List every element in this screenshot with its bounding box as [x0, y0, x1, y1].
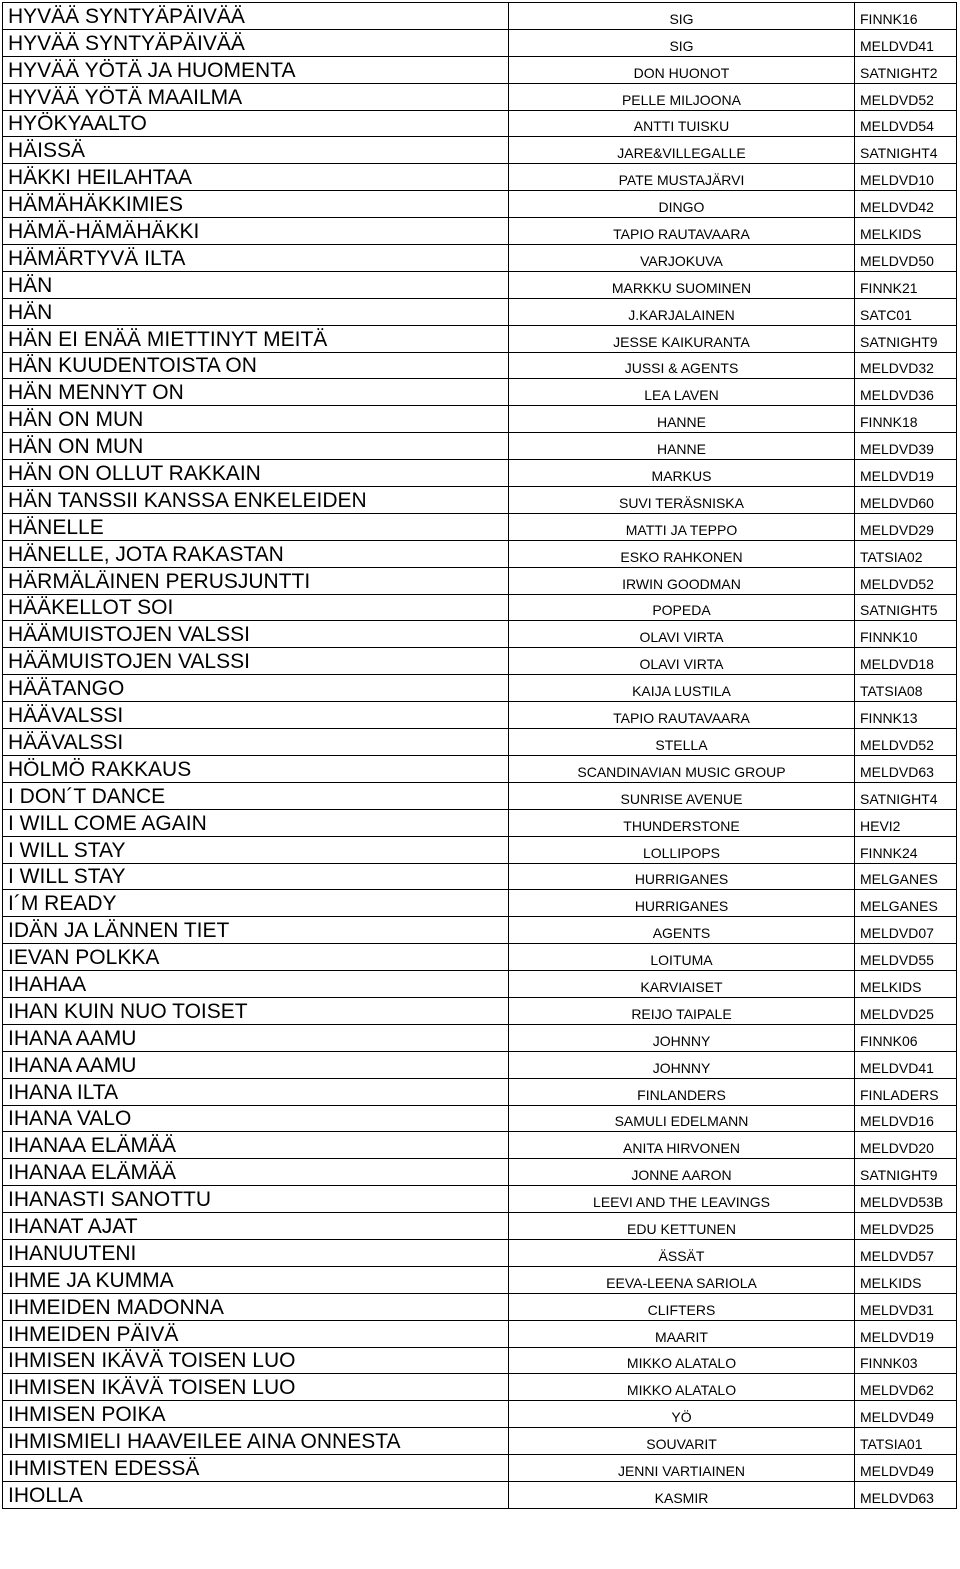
table-row — [3, 271, 957, 298]
table-row — [3, 218, 957, 245]
table-row — [3, 836, 957, 863]
song-artist: JARE&VILLEGALLE — [509, 137, 855, 164]
table-row — [3, 164, 957, 191]
song-artist: PATE MUSTAJÄRVI — [509, 164, 855, 191]
song-code: MELKIDS — [855, 218, 957, 245]
song-title: HÄNELLE — [3, 513, 509, 540]
table-row — [3, 621, 957, 648]
song-title: HÄN TANSSII KANSSA ENKELEIDEN — [3, 487, 509, 514]
song-title: IHANA AAMU — [3, 1024, 509, 1051]
song-artist: KASMIR — [509, 1481, 855, 1508]
table-row — [3, 567, 957, 594]
table-row — [3, 406, 957, 433]
table-row — [3, 1374, 957, 1401]
song-title: IHMISEN IKÄVÄ TOISEN LUO — [3, 1347, 509, 1374]
table-row — [3, 1455, 957, 1482]
song-code: SATNIGHT4 — [855, 137, 957, 164]
song-code: MELDVD50 — [855, 245, 957, 272]
song-code: MELDVD20 — [855, 1132, 957, 1159]
song-title: IHMISMIELI HAAVEILEE AINA ONNESTA — [3, 1428, 509, 1455]
song-artist: SOUVARIT — [509, 1428, 855, 1455]
table-row — [3, 487, 957, 514]
song-title: IHANASTI SANOTTU — [3, 1186, 509, 1213]
song-artist: JESSE KAIKURANTA — [509, 325, 855, 352]
song-artist: SIG — [509, 3, 855, 30]
table-row — [3, 1213, 957, 1240]
table-row — [3, 702, 957, 729]
song-title: HÄÄMUISTOJEN VALSSI — [3, 621, 509, 648]
song-artist: MIKKO ALATALO — [509, 1347, 855, 1374]
song-artist: MATTI JA TEPPO — [509, 513, 855, 540]
song-code: HEVI2 — [855, 809, 957, 836]
song-title: IHMEIDEN PÄIVÄ — [3, 1320, 509, 1347]
song-artist: YÖ — [509, 1401, 855, 1428]
song-title: HÄKKI HEILAHTAA — [3, 164, 509, 191]
song-artist: HURRIGANES — [509, 863, 855, 890]
song-artist: OLAVI VIRTA — [509, 621, 855, 648]
song-code: MELDVD63 — [855, 1481, 957, 1508]
song-code: MELDVD19 — [855, 460, 957, 487]
table-row — [3, 971, 957, 998]
song-artist: CLIFTERS — [509, 1293, 855, 1320]
song-code: FINLADERS — [855, 1078, 957, 1105]
song-artist: POPEDA — [509, 594, 855, 621]
table-row — [3, 460, 957, 487]
song-code: MELDVD32 — [855, 352, 957, 379]
song-artist: LOLLIPOPS — [509, 836, 855, 863]
song-code: MELDVD52 — [855, 729, 957, 756]
song-title: IHOLLA — [3, 1481, 509, 1508]
song-title: IHAN KUIN NUO TOISET — [3, 997, 509, 1024]
song-artist: TAPIO RAUTAVAARA — [509, 702, 855, 729]
song-code: MELDVD41 — [855, 29, 957, 56]
song-code: MELDVD39 — [855, 433, 957, 460]
song-artist: AGENTS — [509, 917, 855, 944]
song-title: IHANAT AJAT — [3, 1213, 509, 1240]
table-row — [3, 782, 957, 809]
table-row — [3, 997, 957, 1024]
song-code: SATNIGHT9 — [855, 325, 957, 352]
song-artist: MAARIT — [509, 1320, 855, 1347]
song-artist: THUNDERSTONE — [509, 809, 855, 836]
song-title: HÄÄMUISTOJEN VALSSI — [3, 648, 509, 675]
song-code: MELDVD55 — [855, 944, 957, 971]
song-artist: DINGO — [509, 191, 855, 218]
song-artist: HURRIGANES — [509, 890, 855, 917]
song-code: MELDVD25 — [855, 997, 957, 1024]
table-row — [3, 917, 957, 944]
song-code: SATNIGHT5 — [855, 594, 957, 621]
song-code: MELDVD52 — [855, 567, 957, 594]
song-table — [2, 2, 957, 1509]
song-title: HÄÄTANGO — [3, 675, 509, 702]
song-title: HÄN ON MUN — [3, 433, 509, 460]
table-row — [3, 729, 957, 756]
song-code: MELDVD31 — [855, 1293, 957, 1320]
song-code: TATSIA02 — [855, 540, 957, 567]
song-title: HÄISSÄ — [3, 137, 509, 164]
song-artist: MIKKO ALATALO — [509, 1374, 855, 1401]
song-artist: LOITUMA — [509, 944, 855, 971]
table-row — [3, 1159, 957, 1186]
song-artist: SUNRISE AVENUE — [509, 782, 855, 809]
song-title: I WILL STAY — [3, 836, 509, 863]
song-artist: JONNE AARON — [509, 1159, 855, 1186]
song-title: IHANUUTENI — [3, 1239, 509, 1266]
table-row — [3, 83, 957, 110]
song-title: HÄN MENNYT ON — [3, 379, 509, 406]
song-artist: SAMULI EDELMANN — [509, 1105, 855, 1132]
song-artist: JUSSI & AGENTS — [509, 352, 855, 379]
table-row — [3, 890, 957, 917]
song-code: MELDVD54 — [855, 110, 957, 137]
song-code: MELDVD57 — [855, 1239, 957, 1266]
song-code: MELDVD42 — [855, 191, 957, 218]
song-code: SATNIGHT4 — [855, 782, 957, 809]
song-title: HÄN ON MUN — [3, 406, 509, 433]
song-title: HÄMÄHÄKKIMIES — [3, 191, 509, 218]
table-row — [3, 1132, 957, 1159]
table-row — [3, 1293, 957, 1320]
song-code: MELDVD19 — [855, 1320, 957, 1347]
song-title: IDÄN JA LÄNNEN TIET — [3, 917, 509, 944]
song-list — [3, 3, 957, 1509]
song-title: I´M READY — [3, 890, 509, 917]
song-title: I WILL COME AGAIN — [3, 809, 509, 836]
song-code: MELDVD49 — [855, 1455, 957, 1482]
song-artist: HANNE — [509, 433, 855, 460]
table-row — [3, 1347, 957, 1374]
song-title: HÖLMÖ RAKKAUS — [3, 755, 509, 782]
song-artist: PELLE MILJOONA — [509, 83, 855, 110]
song-artist: LEEVI AND THE LEAVINGS — [509, 1186, 855, 1213]
table-row — [3, 540, 957, 567]
song-title: IHANAA ELÄMÄÄ — [3, 1159, 509, 1186]
song-title: HYVÄÄ SYNTYÄPÄIVÄÄ — [3, 3, 509, 30]
song-code: MELDVD29 — [855, 513, 957, 540]
song-code: MELDVD62 — [855, 1374, 957, 1401]
table-row — [3, 379, 957, 406]
song-title: I DON´T DANCE — [3, 782, 509, 809]
table-row — [3, 594, 957, 621]
song-title: IHANAA ELÄMÄÄ — [3, 1132, 509, 1159]
song-title: IEVAN POLKKA — [3, 944, 509, 971]
song-artist: SCANDINAVIAN MUSIC GROUP — [509, 755, 855, 782]
song-artist: KAIJA LUSTILA — [509, 675, 855, 702]
song-title: HÄNELLE, JOTA RAKASTAN — [3, 540, 509, 567]
song-code: MELDVD53B — [855, 1186, 957, 1213]
table-row — [3, 944, 957, 971]
song-code: MELDVD07 — [855, 917, 957, 944]
table-row — [3, 648, 957, 675]
song-artist: SUVI TERÄSNISKA — [509, 487, 855, 514]
song-title: HÄMÄRTYVÄ ILTA — [3, 245, 509, 272]
song-code: FINNK16 — [855, 3, 957, 30]
song-title: IHANA AAMU — [3, 1051, 509, 1078]
table-row — [3, 3, 957, 30]
song-artist: STELLA — [509, 729, 855, 756]
table-row — [3, 433, 957, 460]
song-artist: J.KARJALAINEN — [509, 298, 855, 325]
song-code: MELDVD18 — [855, 648, 957, 675]
song-artist: ANITA HIRVONEN — [509, 1132, 855, 1159]
song-artist: HANNE — [509, 406, 855, 433]
song-code: MELKIDS — [855, 1266, 957, 1293]
song-title: HÄN — [3, 271, 509, 298]
song-code: FINNK03 — [855, 1347, 957, 1374]
song-code: MELDVD60 — [855, 487, 957, 514]
song-code: MELDVD10 — [855, 164, 957, 191]
table-row — [3, 1105, 957, 1132]
table-row — [3, 191, 957, 218]
table-row — [3, 137, 957, 164]
song-code: MELDVD52 — [855, 83, 957, 110]
song-artist: LEA LAVEN — [509, 379, 855, 406]
song-title: IHANA ILTA — [3, 1078, 509, 1105]
song-code: FINNK18 — [855, 406, 957, 433]
song-code: MELDVD41 — [855, 1051, 957, 1078]
song-artist: DON HUONOT — [509, 56, 855, 83]
song-code: MELDVD49 — [855, 1401, 957, 1428]
table-row — [3, 513, 957, 540]
song-code: FINNK06 — [855, 1024, 957, 1051]
song-code: FINNK10 — [855, 621, 957, 648]
song-title: HÄRMÄLÄINEN PERUSJUNTTI — [3, 567, 509, 594]
song-artist: IRWIN GOODMAN — [509, 567, 855, 594]
song-artist: JENNI VARTIAINEN — [509, 1455, 855, 1482]
table-row — [3, 1401, 957, 1428]
song-code: FINNK21 — [855, 271, 957, 298]
table-row — [3, 56, 957, 83]
song-title: HÄN EI ENÄÄ MIETTINYT MEITÄ — [3, 325, 509, 352]
song-code: TATSIA01 — [855, 1428, 957, 1455]
song-title: HÄN ON OLLUT RAKKAIN — [3, 460, 509, 487]
song-title: IHMISTEN EDESSÄ — [3, 1455, 509, 1482]
song-code: SATNIGHT2 — [855, 56, 957, 83]
table-row — [3, 755, 957, 782]
song-title: IHMEIDEN MADONNA — [3, 1293, 509, 1320]
song-title: HYVÄÄ YÖTÄ MAAILMA — [3, 83, 509, 110]
song-title: HÄÄVALSSI — [3, 729, 509, 756]
song-artist: VARJOKUVA — [509, 245, 855, 272]
table-row — [3, 675, 957, 702]
song-title: HÄÄKELLOT SOI — [3, 594, 509, 621]
song-title: HÄN KUUDENTOISTA ON — [3, 352, 509, 379]
table-row — [3, 1186, 957, 1213]
table-row — [3, 1266, 957, 1293]
song-artist: MARKKU SUOMINEN — [509, 271, 855, 298]
table-row — [3, 245, 957, 272]
song-title: HYVÄÄ YÖTÄ JA HUOMENTA — [3, 56, 509, 83]
song-title: HÄN — [3, 298, 509, 325]
song-title: IHMISEN IKÄVÄ TOISEN LUO — [3, 1374, 509, 1401]
table-row — [3, 325, 957, 352]
song-code: SATNIGHT9 — [855, 1159, 957, 1186]
song-code: MELGANES — [855, 890, 957, 917]
song-artist: REIJO TAIPALE — [509, 997, 855, 1024]
table-row — [3, 29, 957, 56]
table-row — [3, 1078, 957, 1105]
song-code: TATSIA08 — [855, 675, 957, 702]
song-code: MELDVD25 — [855, 1213, 957, 1240]
song-artist: EDU KETTUNEN — [509, 1213, 855, 1240]
table-row — [3, 352, 957, 379]
song-code: MELDVD36 — [855, 379, 957, 406]
song-artist: FINLANDERS — [509, 1078, 855, 1105]
song-artist: EEVA-LEENA SARIOLA — [509, 1266, 855, 1293]
table-row — [3, 298, 957, 325]
song-artist: JOHNNY — [509, 1051, 855, 1078]
table-row — [3, 1428, 957, 1455]
song-code: MELKIDS — [855, 971, 957, 998]
song-code: MELDVD63 — [855, 755, 957, 782]
song-artist: MARKUS — [509, 460, 855, 487]
song-artist: ÄSSÄT — [509, 1239, 855, 1266]
table-row — [3, 1024, 957, 1051]
song-code: FINNK13 — [855, 702, 957, 729]
song-title: HÄMÄ-HÄMÄHÄKKI — [3, 218, 509, 245]
song-title: I WILL STAY — [3, 863, 509, 890]
song-artist: TAPIO RAUTAVAARA — [509, 218, 855, 245]
table-row — [3, 1320, 957, 1347]
song-title: HYVÄÄ SYNTYÄPÄIVÄÄ — [3, 29, 509, 56]
song-title: IHANA VALO — [3, 1105, 509, 1132]
table-row — [3, 1239, 957, 1266]
song-code: FINNK24 — [855, 836, 957, 863]
table-row — [3, 863, 957, 890]
song-code: MELDVD16 — [855, 1105, 957, 1132]
song-artist: JOHNNY — [509, 1024, 855, 1051]
song-title: HYÖKYAALTO — [3, 110, 509, 137]
song-artist: OLAVI VIRTA — [509, 648, 855, 675]
table-row — [3, 809, 957, 836]
song-artist: ANTTI TUISKU — [509, 110, 855, 137]
song-title: HÄÄVALSSI — [3, 702, 509, 729]
song-code: SATC01 — [855, 298, 957, 325]
song-artist: KARVIAISET — [509, 971, 855, 998]
song-title: IHMISEN POIKA — [3, 1401, 509, 1428]
table-row — [3, 1051, 957, 1078]
song-title: IHAHAA — [3, 971, 509, 998]
song-title: IHME JA KUMMA — [3, 1266, 509, 1293]
song-code: MELGANES — [855, 863, 957, 890]
song-artist: ESKO RAHKONEN — [509, 540, 855, 567]
table-row — [3, 110, 957, 137]
song-artist: SIG — [509, 29, 855, 56]
table-row — [3, 1481, 957, 1508]
